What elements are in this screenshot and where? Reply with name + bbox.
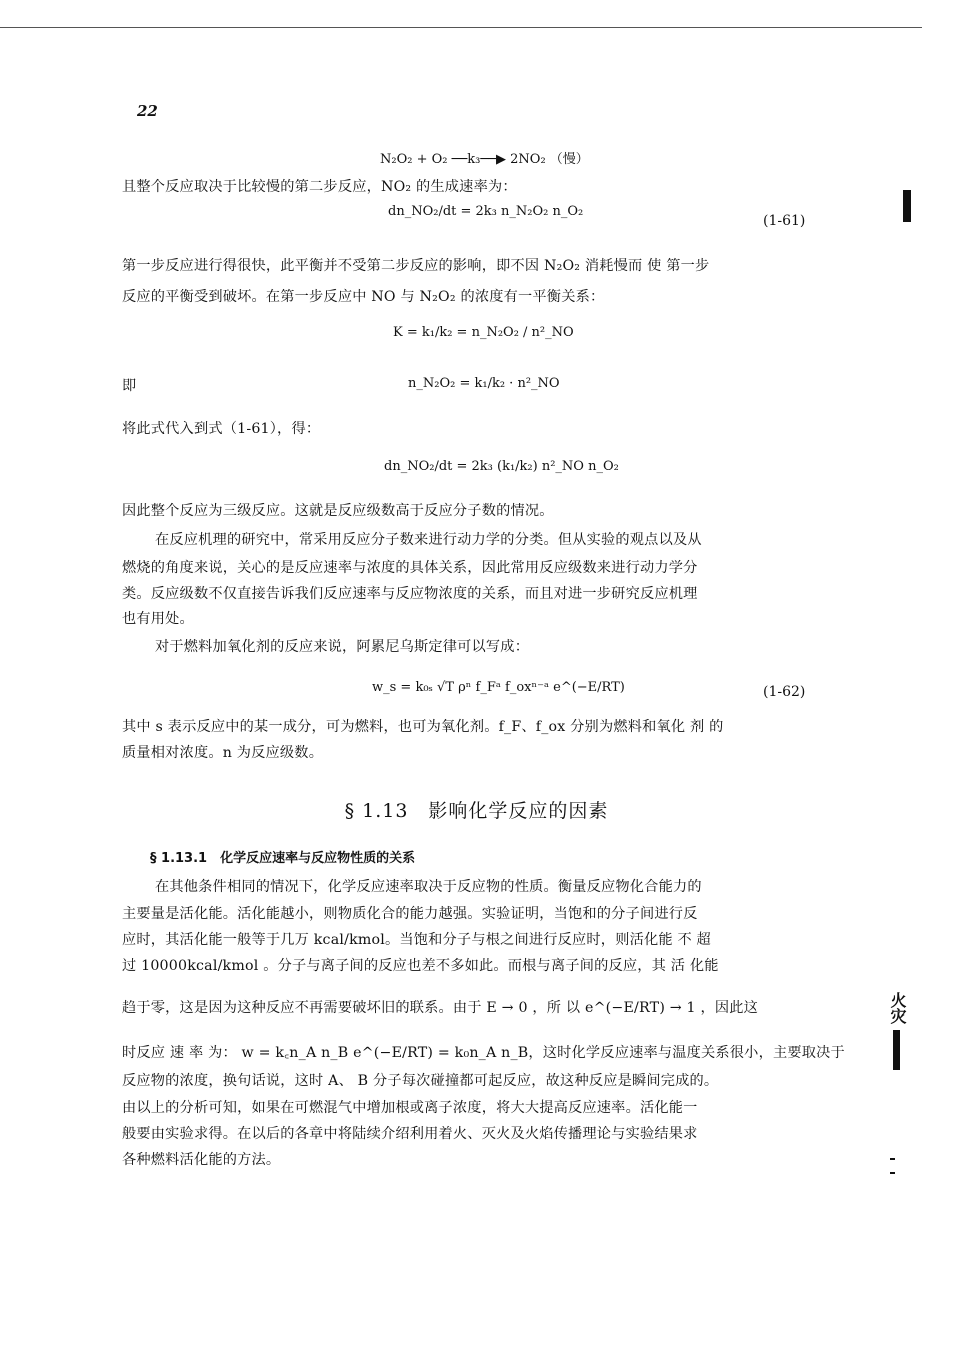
margin-scan-mark	[893, 1030, 900, 1070]
margin-handwritten-note: 火灾	[888, 992, 907, 1024]
page-number: 22	[137, 102, 158, 120]
equation-number-1-61: (1-61)	[763, 213, 806, 229]
text-line: 趋于零，这是因为这种反应不再需要破坏旧的联系。由于 E → 0 ，所 以 e^(−E/RT) → 1 ，因此这	[122, 1000, 759, 1016]
margin-scan-mark	[903, 190, 911, 222]
text-line: 反应的平衡受到破坏。在第一步反应中 NO 与 N₂O₂ 的浓度有一平衡关系：	[122, 289, 605, 305]
subsection-heading: § 1.13.1 化学反应速率与反应物性质的关系	[150, 851, 416, 866]
label-ji: 即	[122, 378, 137, 394]
equation-equilibrium-k: K = k₁/k₂ = n_N₂O₂ / n²_NO	[393, 325, 574, 340]
text-line: 反应物的浓度，换句话说，这时 A、 B 分子每次碰撞都可起反应，故这种反应是瞬间完成的。	[122, 1073, 719, 1089]
text-line: 各种燃料活化能的方法。	[122, 1152, 281, 1168]
equation-slow-step: N₂O₂ + O₂ ──k₃──▶ 2NO₂ （慢）	[380, 152, 589, 167]
text-line: 由以上的分析可知，如果在可燃混气中增加根或离子浓度，将大大提高反应速率。活化能一	[122, 1100, 698, 1116]
section-heading: § 1.13 影响化学反应的因素	[344, 800, 609, 822]
text-line: 将此式代入到式（1-61），得：	[122, 421, 321, 437]
text-line: 类。反应级数不仅直接告诉我们反应速率与反应物浓度的关系，而且对进一步研究反应机理	[122, 586, 698, 602]
top-rule	[0, 27, 922, 28]
text-line: 主要量是活化能。活化能越小，则物质化合的能力越强。实验证明，当饱和的分子间进行反	[122, 906, 698, 922]
text-line: 对于燃料加氧化剂的反应来说，阿累尼乌斯定律可以写成：	[155, 639, 530, 655]
equation-1-62: w_s = k₀ₛ √T ρⁿ f_Fᵃ f_oxⁿ⁻ᵃ e^(−E/RT)	[372, 680, 625, 695]
margin-scan-mark	[890, 1172, 895, 1174]
text-line: 在其他条件相同的情况下，化学反应速率取决于反应物的性质。衡量反应物化合能力的	[155, 879, 702, 895]
equation-1-61: dn_NO₂/dt = 2k₃ n_N₂O₂ n_O₂	[388, 204, 584, 219]
text-line: 因此整个反应为三级反应。这就是反应级数高于反应分子数的情况。	[122, 503, 554, 519]
text-line: 般要由实验求得。在以后的各章中将陆续介绍利用着火、灭火及火焰传播理论与实验结果求	[122, 1126, 698, 1142]
equation-third-order: dn_NO₂/dt = 2k₃ (k₁/k₂) n²_NO n_O₂	[384, 459, 619, 474]
text-line: 第一步反应进行得很快，此平衡并不受第二步反应的影响，即不因 N₂O₂ 消耗慢而 使 第一步	[122, 258, 710, 274]
text-line: 应时，其活化能一般等于几万 kcal/kmol。当饱和分子与根之间进行反应时，则活化能 不 超	[122, 932, 711, 948]
text-line: 也有用处。	[122, 611, 194, 627]
equation-number-1-62: (1-62)	[763, 684, 806, 700]
text-line: 在反应机理的研究中，常采用反应分子数来进行动力学的分类。但从实验的观点以及从	[155, 532, 702, 548]
margin-scan-mark	[890, 1158, 895, 1160]
equation-n-n2o2: n_N₂O₂ = k₁/k₂ · n²_NO	[408, 376, 560, 391]
text-line: 时反应 速 率 为： w = k꜀n_A n_B e^(−E/RT) = k₀n_A n_B，这时化学反应速率与温度关系很小，主要取决于	[122, 1045, 845, 1061]
text-line: 质量相对浓度。n 为反应级数。	[122, 745, 324, 761]
text-line: 且整个反应取决于比较慢的第二步反应，NO₂ 的生成速率为：	[122, 179, 517, 195]
text-line: 燃烧的角度来说，关心的是反应速率与浓度的具体关系，因此常用反应级数来进行动力学分	[122, 560, 698, 576]
text-line: 过 10000kcal/kmol 。分子与离子间的反应也差不多如此。而根与离子间的反应，其 活 化能	[122, 958, 719, 974]
text-line: 其中 s 表示反应中的某一成分，可为燃料，也可为氧化剂。f_F、f_ox 分别为燃料和氧化 剂 的	[122, 719, 724, 735]
